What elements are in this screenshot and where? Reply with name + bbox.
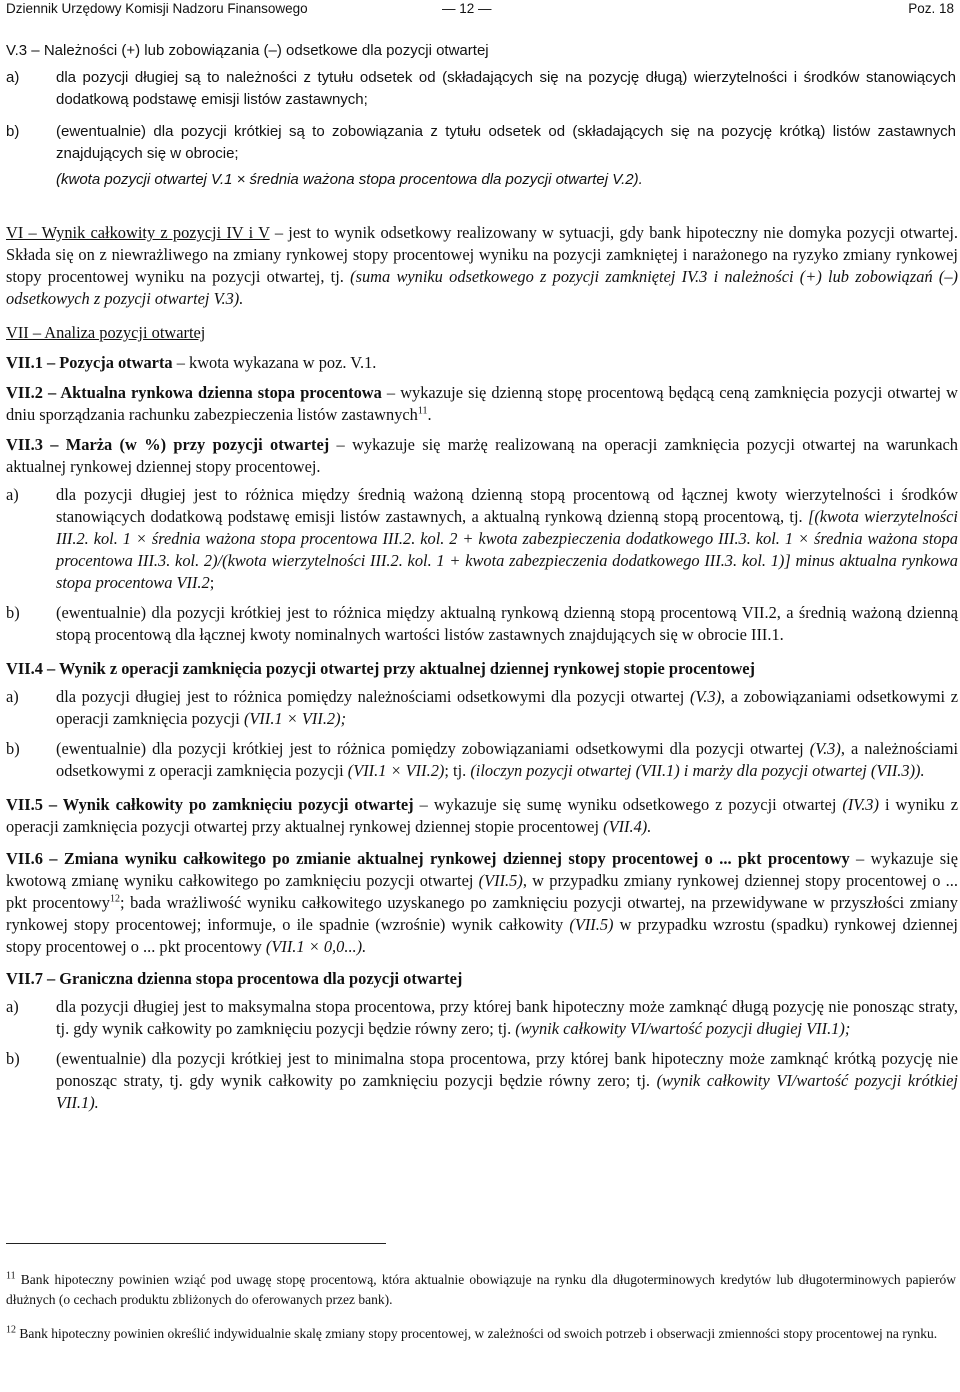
page-header xyxy=(6,0,954,20)
list-item xyxy=(6,1048,958,1114)
section-vii-3-text: – wykazuje się marżę realizowaną na operacji zamknięcia pozycji otwartej na warunkach aktualnej rynkowej dziennej stopy procentowej. xyxy=(6,435,958,476)
page-number: — 12 — xyxy=(442,1,492,16)
section-vii-6: VII.6 – Zmiana wyniku całkowitego po zmianie aktualnej rynkowej dziennej stopy procentowej o ... pkt procentowy – wykazuje się kwotową zmianę wyniku całkowitego po zamknięciu pozycji otwartej (VII.5), w przypadku zmiany rynkowej dziennej stopy procentowej o ... pkt procentowy$^{12}$; bada wrażliwość wyniku całkowitego uzyskanego po zamknięciu pozycji otwartej, na przewidywane w przyszłości zmiany rynkowej stopy procentowej; informuje, o ile spadnie (wzrośnie) wynik całkowity (VII.5) w przypadku wzrostu (spadku) rynkowej dziennej stopy procentowej o ... pkt procentowy (VII.1 × 0,0...). xyxy=(6,849,959,956)
list-item xyxy=(6,121,956,165)
formula-text: (kwota pozycji otwartej V.1 × średnia ważona stopa procentowa dla pozycji otwartej V.2). xyxy=(56,171,643,188)
section-vii-5-title: VII.5 – Wynik całkowity po zamknięciu pozycji otwartej xyxy=(6,795,414,814)
item-label: b) xyxy=(6,603,20,622)
list-item xyxy=(6,67,956,111)
journal-title: Dziennik Urzędowy Komisji Nadzoru Finansowego xyxy=(6,1,308,16)
footnote xyxy=(6,1324,956,1344)
footnote-text: Bank hipoteczny powinien określić indywidualnie skalę zmiany stopy procentowej, w zależności od swoich potrzeb i obserwacji zmienności stopy procentowej na rynku. xyxy=(16,1326,938,1341)
section-vi-text: – jest to wynik odsetkowy realizowany w sytuacji, gdy bank hipoteczny nie domyka pozycji otwartej. Składa się on z niewrażliwego na zmiany rynkowej stopy procentowej wyniku na pozycji zamkniętej i narażonego na ryzyko zmiany rynkowej stopy procentowej wyniku na pozycji otwartej, tj. xyxy=(6,223,958,286)
item-text: (ewentualnie) dla pozycji krótkiej jest to minimalna stopa procentowa, przy której bank hipoteczny może zamknąć krótką pozycję nie ponosząc straty, tj. gdy wynik całkowity po zamknięciu pozycji będzie równy zero; tj. (wynik całkowity VI/wartość pozycji krótkiej VII.1). xyxy=(56,1049,958,1112)
section-v3 xyxy=(6,40,956,191)
section-vii-5: VII.5 – Wynik całkowity po zamknięciu pozycji otwartej – wykazuje się sumę wyniku odsetkowego z pozycji otwartej (IV.3) i wyniku z operacji zamknięcia pozycji otwartej przy aktualnej rynkowej dziennej stopie procentowej (VII.4). xyxy=(6,795,958,836)
item-text: dla pozycji długiej są to należności z tytułu odsetek od (składających się na pozycję długą) wierzytelności i środków stanowiących dodatkową podstawę emisji listów zastawnych; xyxy=(56,69,956,108)
item-label: a) xyxy=(6,485,19,504)
section-vi-formula: (suma wyniku odsetkowego z pozycji zamkniętej IV.3 i należności (+) lub zobowiązań (–) odsetkowych z pozycji otwartej V.3). xyxy=(6,267,958,308)
footnote xyxy=(6,1270,956,1310)
section-vii-7-title: VII.7 – Graniczna dzienna stopa procentowa dla pozycji otwartej xyxy=(6,969,463,988)
item-label: a) xyxy=(6,687,19,706)
main-content xyxy=(6,222,958,1114)
item-text: dla pozycji długiej jest to różnica pomiędzy należnościami odsetkowymi dla pozycji otwartej (V.3), a zobowiązaniami odsetkowymi z operacji zamknięcia pozycji (VII.1 × VII.2); xyxy=(56,687,958,728)
item-label: b) xyxy=(6,739,20,758)
section-vii-1 xyxy=(6,352,958,374)
item-label: b) xyxy=(6,1049,20,1068)
section-vii-3 xyxy=(6,434,958,478)
formula-text: (wynik całkowity VI/wartość pozycji długiej VII.1); xyxy=(515,1019,851,1038)
footnote-ref[interactable]: 11 xyxy=(417,405,428,417)
footnote-divider xyxy=(6,1243,386,1244)
list-item xyxy=(6,996,958,1040)
list-item xyxy=(6,686,958,730)
section-vii-1-text: – kwota wykazana w poz. V.1. xyxy=(172,353,377,372)
item-text: (ewentualnie) dla pozycji krótkiej jest to różnica między aktualną rynkową dzienną stopą procentową VII.2, a średnią ważoną dzienną stopą procentową dla łącznej kwoty nominalnych wartości listów zastawnych znajdujących się w obrocie III.1. xyxy=(56,603,958,644)
section-vii-6-title: VII.6 – Zmiana wyniku całkowitego po zmianie aktualnej rynkowej dziennej stopy procentowej o ... pkt procentowy xyxy=(6,849,850,868)
formula-text: [(kwota wierzytelności III.2. kol. 1 × średnia ważona stopa procentowa III.2. kol. 2 + kwota zabezpieczenia dodatkowego III.3. kol. 1 × średnia ważona stopa procentowa III.3. kol. 2)/(kwota wierzytelności III.2. kol. 1 + kwota zabezpieczenia dodatkowego III.3. kol. 1)] minus aktualna rynkowa stopa procentowa VII.2 xyxy=(56,507,958,592)
section-vii-2-text: – wykazuje się dzienną stopę procentową będącą ceną zamknięcia pozycji otwartej w dniu sporządzania rachunku zabezpieczenia listów zastawnych xyxy=(6,383,958,424)
section-vi-title: VI – Wynik całkowity z pozycji IV i V xyxy=(6,223,270,242)
section-vi xyxy=(6,222,958,310)
footnotes xyxy=(6,1270,956,1344)
section-vii-4-title: VII.4 – Wynik z operacji zamknięcia pozycji otwartej przy aktualnej dziennej rynkowej stopie procentowej xyxy=(6,659,756,678)
item-label: b) xyxy=(6,123,20,140)
item-text: dla pozycji długiej jest to maksymalna stopa procentowa, przy której bank hipoteczny może zamknąć długą pozycję nie ponosząc straty, tj. gdy wynik całkowity po zamknięciu pozycji będzie równy zero; tj. (wynik całkowity VI/wartość pozycji długiej VII.1); xyxy=(56,997,958,1038)
section-vii-2-title: VII.2 – Aktualna rynkowa dzienna stopa procentowa xyxy=(6,383,382,402)
item-text: (ewentualnie) dla pozycji krótkiej jest to różnica pomiędzy zobowiązaniami odsetkowymi dla pozycji otwartej (V.3), a należnościami odsetkowymi z operacji zamknięcia pozycji (VII.1 × VII.2); tj. (iloczyn pozycji otwartej (VII.1) i marży dla pozycji otwartej (VII.3)). xyxy=(56,739,958,780)
list-item xyxy=(6,602,958,646)
item-label: a) xyxy=(6,997,19,1016)
footnote-ref[interactable]: 12 xyxy=(109,893,120,905)
section-vii-3-title: VII.3 – Marża (w %) przy pozycji otwartej xyxy=(6,435,330,454)
section-vii-2: VII.2 – Aktualna rynkowa dzienna stopa procentowa – wykazuje się dzienną stopę procentową będącą ceną zamknięcia pozycji otwartej w dniu sporządzania rachunku zabezpieczenia listów zastawnych$^{11}$. xyxy=(6,383,958,424)
item-label: a) xyxy=(6,69,20,86)
position-number: Poz. 18 xyxy=(908,1,954,16)
footnote-text: Bank hipoteczny powinien wziąć pod uwagę stopę procentową, która aktualnie obowiązuje na rynku dla długoterminowych kredytów lub długoterminowych papierów dłużnych (o cechach produktu zbliżonych do oferowanych przez bank). xyxy=(6,1272,956,1307)
list-item xyxy=(6,484,958,594)
section-vii-title: VII – Analiza pozycji otwartej xyxy=(6,323,206,342)
footnote-number: 12 xyxy=(6,1324,16,1336)
formula-text: (wynik całkowity VI/wartość pozycji krótkiej VII.1). xyxy=(56,1071,958,1112)
item-text: (ewentualnie) dla pozycji krótkiej są to zobowiązania z tytułu odsetek od (składających się na pozycję krótką) listów zastawnych znajdujących się w obrocie; xyxy=(56,123,956,162)
section-v3-title: V.3 – Należności (+) lub zobowiązania (–) odsetkowe dla pozycji otwartej xyxy=(6,42,489,59)
formula-line xyxy=(6,169,956,191)
footnote-number: 11 xyxy=(6,1270,16,1282)
section-vii-1-title: VII.1 – Pozycja otwarta xyxy=(6,353,173,372)
list-item xyxy=(6,738,958,782)
item-text: dla pozycji długiej jest to różnica między średnią ważoną dzienną stopą procentową od łącznej kwoty wierzytelności i środków stanowiących dodatkową podstawę emisji listów zastawnych, a aktualną rynkową dzienną stopą procentową, tj. [(kwota wierzytelności III.2. kol. 1 × średnia ważona stopa procentowa III.2. kol. 2 + kwota zabezpieczenia dodatkowego III.3. kol. 1 × średnia ważona stopa procentowa III.3. kol. 2)/(kwota wierzytelności III.2. kol. 1 + kwota zabezpieczenia dodatkowego III.3. kol. 1)] minus aktualna rynkowa stopa procentowa VII.2; xyxy=(56,485,958,592)
